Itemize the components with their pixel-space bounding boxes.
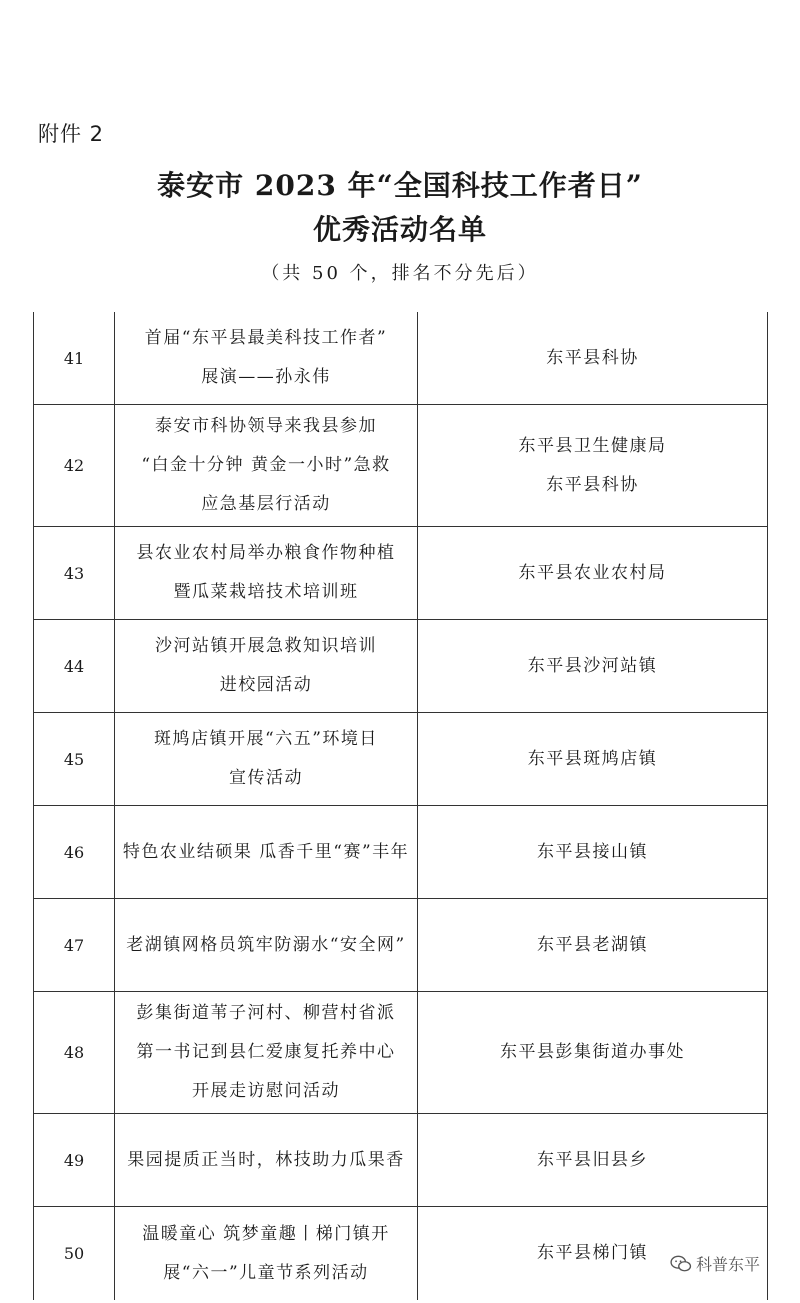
activity-name-line: 展演——孙永伟 (201, 367, 331, 387)
activity-name-line: 温暖童心 筑梦童趣丨梯门镇开 (142, 1223, 390, 1244)
table-row (34, 992, 767, 1114)
row-number: 47 (34, 899, 115, 991)
activity-name-line: 进校园活动 (219, 675, 313, 695)
activity-name (115, 992, 418, 1113)
activity-name-line: 老湖镇网格员筑牢防溺水“安全网” (126, 934, 406, 955)
activity-name (115, 1114, 418, 1206)
organizer (418, 527, 767, 619)
organizer-line: 东平县斑鸠店镇 (527, 748, 658, 769)
activity-name-line: 沙河站镇开展急救知识培训 (155, 636, 377, 656)
organizer-line: 东平县沙河站镇 (527, 655, 658, 676)
activity-name-line: 首届“东平县最美科技工作者” (144, 328, 388, 348)
activity-name (115, 312, 418, 404)
activity-table (33, 312, 768, 1300)
activity-name (115, 527, 418, 619)
activity-name-line: 县农业农村局举办粮食作物种植 (136, 543, 396, 563)
organizer-line: 东平县农业农村局 (518, 562, 667, 583)
table-row (34, 899, 767, 992)
row-number: 50 (34, 1207, 115, 1300)
row-number: 44 (34, 620, 115, 712)
activity-name-line: 宣传活动 (228, 768, 303, 788)
document-title-line2: 优秀活动名单 (312, 213, 487, 246)
activity-name-line: 展“六一”儿童节系列活动 (163, 1262, 369, 1283)
table-row (34, 527, 767, 620)
row-number: 42 (34, 405, 115, 526)
row-number: 41 (34, 312, 115, 404)
organizer (418, 312, 767, 404)
wechat-icon (670, 1255, 692, 1273)
activity-name (115, 806, 418, 898)
activity-name (115, 620, 418, 712)
table-row (34, 1207, 767, 1300)
table-row (34, 713, 767, 806)
organizer (418, 899, 767, 991)
organizer-line: 东平县旧县乡 (537, 1149, 648, 1170)
organizer-line: 东平县彭集街道办事处 (500, 1042, 685, 1062)
activity-name-line: 特色农业结硕果 瓜香千里“赛”丰年 (122, 841, 410, 862)
organizer-line: 东平县梯门镇 (537, 1243, 648, 1263)
row-number: 49 (34, 1114, 115, 1206)
activity-name-line: 暨瓜菜栽培技术培训班 (173, 582, 359, 602)
organizer (418, 806, 767, 898)
organizer-line: 东平县接山镇 (537, 841, 648, 862)
activity-name (115, 405, 418, 526)
activity-name-line: 果园提质正当时，林技助力瓜果香 (127, 1149, 405, 1170)
organizer (418, 713, 767, 805)
organizer (418, 1114, 767, 1206)
row-number: 48 (34, 992, 115, 1113)
activity-name-line: 泰安市科协领导来我县参加 (154, 416, 377, 436)
activity-name (115, 1207, 418, 1300)
watermark (670, 1252, 760, 1275)
table-row (34, 405, 767, 527)
activity-name (115, 899, 418, 991)
document-subtitle: （共 50 个，排名不分先后） (261, 263, 539, 284)
activity-name-line: “白金十分钟 黄金一小时”急救 (141, 455, 391, 475)
table-row (34, 620, 767, 713)
table-row (34, 806, 767, 899)
organizer-line: 东平县科协 (546, 347, 639, 368)
organizer (418, 405, 767, 526)
organizer-line: 东平县卫生健康局 (518, 435, 667, 456)
organizer-line: 东平县老湖镇 (537, 934, 648, 955)
organizer (418, 620, 767, 712)
organizer-line: 东平县科协 (546, 474, 639, 495)
row-number: 43 (34, 527, 115, 619)
row-number: 45 (34, 713, 115, 805)
watermark-text: 科普东平 (696, 1255, 761, 1274)
row-number: 46 (34, 806, 115, 898)
activity-name (115, 713, 418, 805)
organizer (418, 992, 767, 1113)
activity-name-line: 彭集街道苇子河村、柳营村省派 (136, 1003, 396, 1023)
table-row (34, 1114, 767, 1207)
activity-name-line: 开展走访慰问活动 (192, 1081, 340, 1101)
attachment-label: 附件 2 (38, 122, 105, 146)
activity-name-line: 斑鸠店镇开展“六五”环境日 (154, 729, 378, 749)
activity-name-line: 应急基层行活动 (201, 494, 331, 514)
table-row (34, 312, 767, 405)
activity-name-line: 第一书记到县仁爱康复托养中心 (136, 1042, 396, 1062)
document-title-line1: 泰安市 2023 年“全国科技工作者日” (157, 169, 643, 202)
